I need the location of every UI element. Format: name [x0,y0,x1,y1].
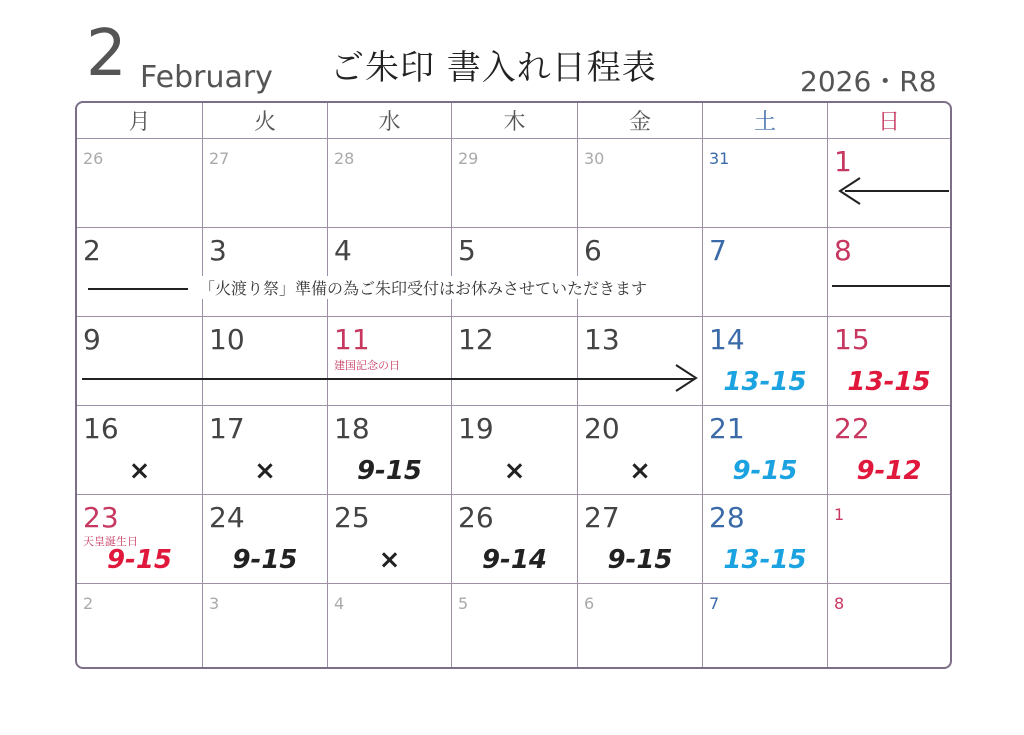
reception-hours: 9-15 [106,545,173,575]
day-cell [203,228,328,317]
day-number: 10 [209,323,245,356]
day-number: 1 [834,505,845,524]
day-number: 6 [584,234,602,267]
day-number: 5 [458,234,476,267]
day-cell [578,584,703,669]
day-number: 26 [83,149,104,168]
day-number: 26 [458,501,494,534]
reception-hours: 9-15 [607,545,673,575]
day-number: 4 [334,594,345,613]
reception-hours: 9-15 [232,545,298,575]
day-cell [828,406,950,495]
weekday-header: 月 [77,103,203,139]
reception-hours: × [378,545,401,575]
weekday-header: 土 [703,103,828,139]
day-cell [77,139,203,228]
day-cell [77,584,203,669]
closure-notice: 「火渡り祭」準備の為ご朱印受付はお休みさせていただきます [193,276,653,299]
day-number: 8 [834,594,845,613]
day-cell [828,584,950,669]
day-number: 31 [709,149,730,168]
day-number: 28 [334,149,355,168]
day-number: 18 [334,412,370,445]
day-cell [828,317,950,406]
reception-hours: 9-14 [481,545,548,575]
day-number: 11 [334,323,370,356]
weekday-header: 日 [828,103,950,139]
day-number: 4 [334,234,352,267]
day-number: 25 [334,501,370,534]
day-cell [77,406,203,495]
day-cell [703,495,828,584]
weekday-header: 火 [203,103,328,139]
day-cell [452,495,578,584]
day-number: 19 [458,412,494,445]
day-cell [703,317,828,406]
day-cell [828,228,950,317]
day-number: 8 [834,234,852,267]
day-cell [328,584,452,669]
day-cell [203,317,328,406]
holiday-label: 天皇誕生日 [83,535,138,548]
day-cell [703,406,828,495]
month-number: 2 [86,17,127,91]
left-arrow-head-icon [834,176,864,206]
day-number: 9 [83,323,101,356]
day-cell [578,406,703,495]
month-name: February [140,60,273,95]
weekday-header: 木 [452,103,578,139]
closure-line-right-row2 [832,285,950,287]
day-cell [703,228,828,317]
day-cell [203,584,328,669]
day-number: 22 [834,412,870,445]
day-number: 12 [458,323,494,356]
day-cell [203,139,328,228]
day-number: 27 [209,149,230,168]
reception-hours: 9-15 [732,456,798,486]
calendar-grid [75,101,952,669]
day-number: 7 [709,594,720,613]
day-cell [328,139,452,228]
day-number: 30 [584,149,605,168]
day-cell [452,139,578,228]
reception-hours: 13-15 [847,367,931,397]
day-number: 7 [709,234,727,267]
day-cell [578,228,703,317]
day-number: 1 [834,145,852,178]
reception-hours: 9-15 [356,456,423,486]
day-number: 15 [834,323,870,356]
page-title: ご朱印 書入れ日程表 [330,48,657,88]
day-cell [452,584,578,669]
weekday-header: 金 [578,103,703,139]
day-cell [328,406,452,495]
day-cell [578,495,703,584]
day-number: 29 [458,149,479,168]
reception-hours: × [128,456,151,486]
day-cell [328,228,452,317]
day-cell [203,495,328,584]
weekday-header: 水 [328,103,452,139]
day-number: 2 [83,594,94,613]
day-cell [328,495,452,584]
day-cell [328,317,452,406]
day-number: 3 [209,234,227,267]
day-cell [828,495,950,584]
day-cell [452,228,578,317]
day-number: 2 [83,234,101,267]
day-number: 17 [209,412,245,445]
reception-hours: × [629,456,651,486]
right-arrow-head-icon [672,363,702,393]
day-cell [452,406,578,495]
day-number: 14 [709,323,745,356]
day-cell [203,406,328,495]
reception-hours: 13-15 [723,367,807,397]
day-cell [77,317,203,406]
reception-hours: 13-15 [723,545,807,575]
day-number: 6 [584,594,595,613]
day-number: 27 [584,501,620,534]
day-cell [703,139,828,228]
day-cell [703,584,828,669]
day-number: 21 [709,412,745,445]
reception-hours: × [503,456,526,486]
year-label: 2026・R8 [800,65,937,98]
day-cell [77,228,203,317]
closure-arrow-line-row3 [82,378,694,380]
reception-hours: 9-12 [856,456,922,486]
day-number: 23 [83,501,119,534]
reception-hours: × [254,456,276,486]
day-number: 28 [709,501,745,534]
day-cell [578,139,703,228]
holiday-label: 建国記念の日 [334,359,400,372]
closure-line-left-row2 [88,288,188,290]
day-number: 16 [83,412,119,445]
day-number: 3 [209,594,220,613]
day-cell [77,495,203,584]
day-number: 20 [584,412,620,445]
day-number: 24 [209,501,245,534]
day-cell [452,317,578,406]
day-number: 13 [584,323,620,356]
day-number: 5 [458,594,469,613]
